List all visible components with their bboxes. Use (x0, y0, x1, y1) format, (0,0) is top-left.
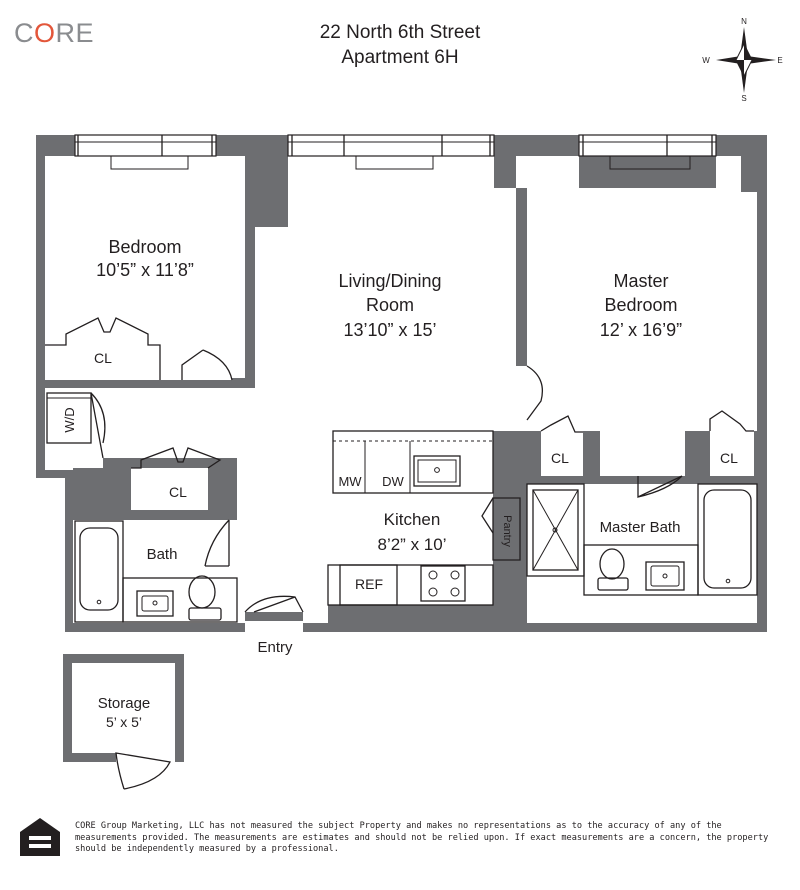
closet-label-hall: CL (169, 484, 187, 500)
master-bath-name: Master Bath (599, 519, 681, 536)
storage-size: 5’ x 5’ (105, 714, 143, 730)
bath-name: Bath (146, 546, 178, 563)
living-name-line1: Living/Dining (338, 271, 442, 291)
pantry-label: Pantry (501, 515, 513, 547)
header-address: 22 North 6th Street (319, 22, 481, 43)
compass-w: W (702, 56, 710, 65)
closet-label-master-left: CL (551, 450, 569, 466)
bedroom-size: 10’5” x 11’8” (96, 260, 194, 280)
entry-label: Entry (257, 639, 293, 656)
living-size: 13’10” x 15’ (343, 320, 437, 340)
microwave-label: MW (338, 474, 362, 489)
washer-dryer-label: W/D (62, 407, 77, 433)
closet-label-master-right: CL (720, 450, 738, 466)
dishwasher-label: DW (382, 474, 404, 489)
compass-s: S (741, 94, 747, 103)
compass-n: N (741, 17, 747, 26)
compass-rose-icon (702, 17, 782, 103)
walls (36, 135, 767, 762)
master-bedroom-name-line1: Master (613, 271, 669, 291)
disclaimer-text: CORE Group Marketing, LLC has not measured the subject Property and makes no representations as to the accuracy of any of the measurements provided. The measurements are estimates and should not be relied upon. If exact measurements are a concern, the property should be independently measured by a professional. (75, 821, 769, 854)
header-unit: Apartment 6H (341, 47, 459, 68)
equal-housing-icon (20, 818, 60, 856)
compass-e: E (777, 56, 783, 65)
kitchen-size: 8’2” x 10’ (377, 535, 447, 554)
bedroom-name: Bedroom (108, 237, 182, 257)
logo-text: CORE (14, 18, 95, 48)
master-bedroom-size: 12’ x 16’9” (599, 320, 683, 340)
core-logo (14, 18, 94, 48)
living-name-line2: Room (365, 295, 415, 315)
storage-name: Storage (97, 695, 151, 712)
fridge-label: REF (355, 576, 383, 592)
closet-label-bedroom: CL (94, 350, 112, 366)
kitchen-name: Kitchen (383, 510, 441, 529)
master-bedroom-name-line2: Bedroom (604, 295, 678, 315)
